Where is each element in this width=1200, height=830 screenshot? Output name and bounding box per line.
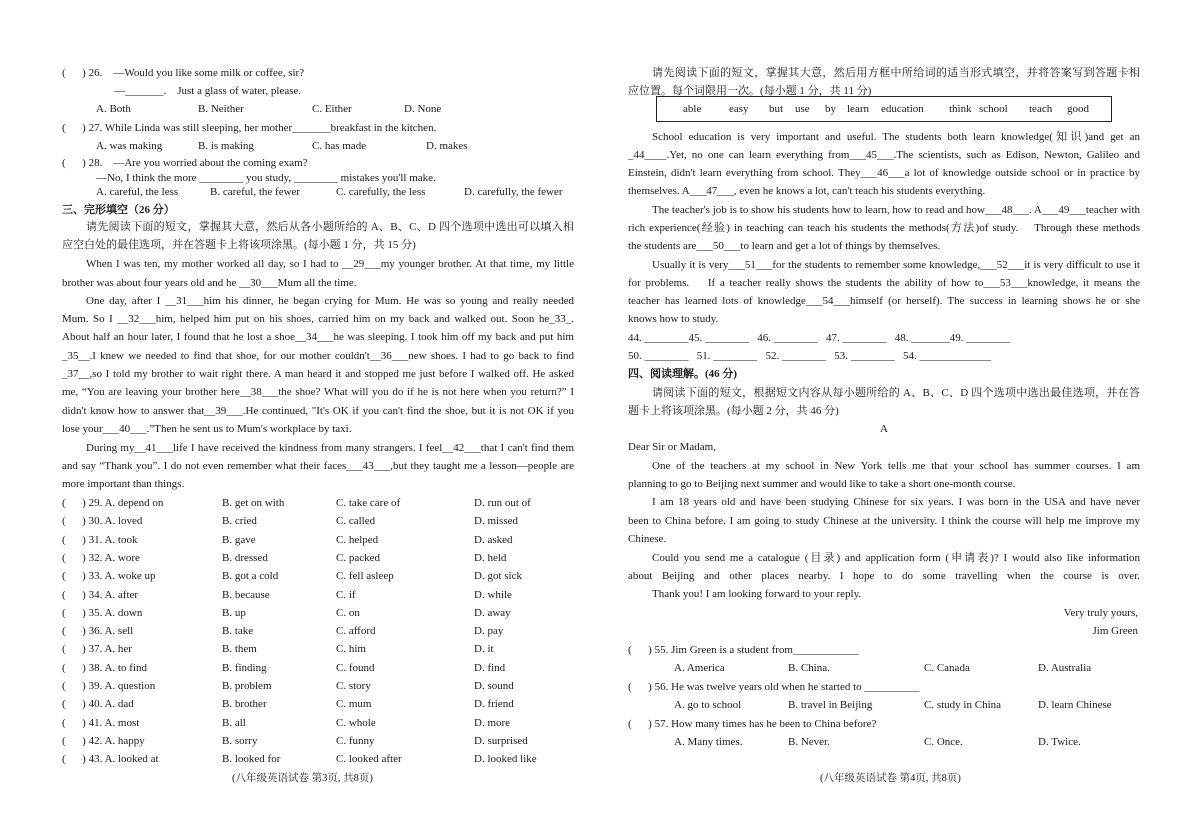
cloze-option-d: D. surprised <box>474 734 528 747</box>
word-box <box>656 96 1112 122</box>
reading-option-b: B. Never. <box>788 736 830 748</box>
cloze-question-option-a: ( ) 41. A. most <box>62 716 140 729</box>
q26-option-b: B. Neither <box>198 103 244 115</box>
cloze-question-option-a: ( ) 36. A. sell <box>62 625 134 638</box>
right-page <box>628 0 1148 830</box>
passage-line-9: for problems. If a teacher really shows the students the ability of how to___53___knowledge, it means the <box>628 277 1140 289</box>
cloze-option-b: B. got a cold <box>222 570 279 583</box>
word-box-word: teach <box>1029 103 1053 115</box>
cloze-question-option-a: ( ) 38. A. to find <box>62 661 147 674</box>
answer-row-2: 50. ________ 51. ________ 52. ________ 53. ________ 54. _____________ <box>628 350 991 362</box>
cloze-option-b: B. dressed <box>222 551 268 564</box>
q26-stem: ( ) 26. —Would you like some milk or coffee, sir? <box>62 67 305 79</box>
reading-option-b: B. China. <box>788 662 830 674</box>
letter-closing: Very truly yours, <box>1063 607 1138 619</box>
cloze-option-b: B. brother <box>222 698 267 711</box>
cloze-option-b: B. take <box>222 625 254 638</box>
cloze-option-c: C. him <box>336 643 366 656</box>
cloze-option-c: C. afford <box>336 625 376 638</box>
section4-instruction-2: 题卡上将该项涂黑。(每小题 2 分，共 46 分) <box>628 405 839 417</box>
cloze-line-4: Mum. So I __32___him, helped him put on his shoes, carried him on my back and walked out. Soon he_33_. <box>62 313 574 325</box>
letter-line-2: planning to go to Beijing next summer and would like to take a short one-month course. <box>628 478 1016 490</box>
letter-line-8: Thank you! I am looking forward to your reply. <box>652 588 862 600</box>
cloze-question-option-a: ( ) 34. A. after <box>62 588 139 601</box>
cloze-option-b: B. finding <box>222 661 267 674</box>
answer-row-1: 44. ________45. ________ 46. ________ 47. ________ 48. _______49. ________ <box>628 332 1011 344</box>
left-page <box>62 0 582 830</box>
cloze-option-d: D. more <box>474 716 511 729</box>
cloze-option-c: C. looked after <box>336 753 402 766</box>
cloze-option-c: C. whole <box>336 716 376 729</box>
reading-option-d: D. Twice. <box>1038 736 1081 748</box>
q27-option-c: C. has made <box>312 140 367 152</box>
q28-stem: ( ) 28. —Are you worried about the coming exam? <box>62 157 308 169</box>
word-box-word: good <box>1067 103 1089 115</box>
passage-line-7: the students are___50___to learn and get a lot of things by themselves. <box>628 240 941 252</box>
q27-option-d: D. makes <box>426 140 468 152</box>
cloze-option-c: C. fell asleep <box>336 570 394 583</box>
letter-greeting: Dear Sir or Madam, <box>628 441 716 453</box>
word-box-word: easy <box>729 103 749 115</box>
passage-line-6: rich experience(经验) in teaching can teach his students the methods(方法)of study. Through these methods <box>628 222 1140 234</box>
cloze-option-d: D. missed <box>474 515 518 528</box>
cloze-option-b: B. them <box>222 643 257 656</box>
cloze-option-b: B. gave <box>222 533 256 546</box>
cloze-option-d: D. while <box>474 588 512 601</box>
cloze-option-b: B. because <box>222 588 270 601</box>
cloze-line-1: When I was ten, my mother worked all day, so I had to __29___my younger brother. At that time, my little <box>86 258 574 270</box>
section4-instruction-1: 请阅读下面的短文，根据短文内容从每小题所给的 A、B、C、D 四个选项中选出最佳选项，并在答 <box>652 387 1140 399</box>
cloze-option-c: C. take care of <box>336 497 401 509</box>
q26-reply: —_______. Just a glass of water, please. <box>114 85 302 97</box>
section3-instruction-2: 应空白处的最佳选项，并在答题卡上将该项涂黑。(每小题 1 分，共 15 分) <box>62 239 416 251</box>
cloze-line-6: _35__.I knew we needed to find that shoe, for our mother couldn't__36___new shoes. I had to go back to find <box>62 350 574 362</box>
cloze-option-b: B. all <box>222 716 246 729</box>
reading-option-c: C. Once. <box>924 736 963 748</box>
letter-line-7: about Beijing and other places nearby. I hope to do some travelling when the course is over. <box>628 570 1140 582</box>
word-box-word: school <box>979 103 1008 115</box>
cloze-option-b: B. problem <box>222 680 272 692</box>
letter-line-6: Could you send me a catalogue (目录) and application form (申请表)? I would also like information <box>652 552 1140 564</box>
reading-option-a: A. go to school <box>674 699 742 711</box>
reading-option-c: C. study in China <box>924 699 1002 711</box>
cloze-option-c: C. story <box>336 680 371 692</box>
cloze-option-b: B. get on with <box>222 497 285 509</box>
cloze-line-8: me, “You are leaving your brother here__38___the shoe? What will you do if he is not here when you return?” I <box>62 386 574 398</box>
letter-line-4: been to China before. I am going to study Chinese at the university. I think the course will help me improve my <box>628 515 1140 527</box>
word-box-word: use <box>795 103 810 115</box>
cloze-option-d: D. friend <box>474 698 514 711</box>
q28-option-a: A. careful, the less <box>96 186 179 198</box>
q28-option-c: C. carefully, the less <box>336 186 426 198</box>
cloze-line-12: and say “Thank you”. I do not even remember what their faces___43___,but they taught me a lesson—people are <box>62 460 574 472</box>
q27-stem: ( ) 27. While Linda was still sleeping, her mother_______breakfast in the kitchen. <box>62 122 437 134</box>
reading-option-a: A. Many times. <box>674 736 743 748</box>
word-box-word: education <box>881 103 924 115</box>
q26-option-c: C. Either <box>312 103 352 115</box>
letter-line-5: Chinese. <box>628 533 667 545</box>
cloze-option-c: C. helped <box>336 533 379 546</box>
reading-option-a: A. America <box>674 662 725 674</box>
cloze-line-11: During my__41___life I have received the kindness from many strangers. I feel__42___that I can't find them <box>86 442 574 454</box>
fill-instruction-2: 应位置。每个词限用一次。(每小题 1 分，共 11 分) <box>628 85 872 97</box>
letter-signature: Jim Green <box>1092 625 1138 637</box>
q26-option-a: A. Both <box>96 103 131 115</box>
reading-option-b: B. travel in Beijing <box>788 699 873 711</box>
passage-line-5: The teacher's job is to show his students how to learn, how to read and how___48___. A___49___teacher with <box>652 204 1140 216</box>
cloze-option-b: B. sorry <box>222 734 258 747</box>
q27-option-a: A. was making <box>96 140 163 152</box>
cloze-line-3: One day, after I __31___him his dinner, he began crying for Mum. He was so young and really needed <box>86 295 574 307</box>
word-box-word: able <box>683 103 702 115</box>
cloze-question-option-a: ( ) 32. A. wore <box>62 551 140 564</box>
word-box-word: but <box>769 103 784 115</box>
cloze-option-c: C. found <box>336 661 375 674</box>
page-footer-right: (八年级英语试卷 第4页, 共8页) <box>820 773 961 784</box>
cloze-option-c: C. if <box>336 588 356 601</box>
word-box-word: by <box>825 103 836 115</box>
reading-question-stem: ( ) 55. Jim Green is a student from____________ <box>628 644 859 656</box>
cloze-option-b: B. looked for <box>222 753 281 766</box>
passage-line-1: School education is very important and useful. The students both learn knowledge(知识)and get an <box>652 131 1140 143</box>
cloze-option-d: D. held <box>474 551 507 564</box>
cloze-line-2: brother was about four years old and he __30___Mum all the time. <box>62 277 357 289</box>
passage-line-8: Usually it is very___51___for the students to remember some knowledge,___52___it is very difficult to use it <box>652 259 1140 271</box>
cloze-question-option-a: ( ) 29. A. depend on <box>62 497 164 509</box>
cloze-option-c: C. on <box>336 606 360 619</box>
reading-option-d: D. Australia <box>1038 662 1092 674</box>
reading-option-d: D. learn Chinese <box>1038 699 1112 711</box>
cloze-question-option-a: ( ) 30. A. loved <box>62 515 143 528</box>
cloze-question-option-a: ( ) 42. A. happy <box>62 734 145 747</box>
passage-line-3: Einstein, didn't learn everything from school. They___46___a lot of knowledge outside school or in practice by <box>628 167 1140 179</box>
cloze-option-d: D. it <box>474 643 494 656</box>
cloze-option-c: C. funny <box>336 734 375 747</box>
cloze-option-c: C. packed <box>336 551 380 564</box>
cloze-option-b: B. cried <box>222 515 257 528</box>
cloze-question-option-a: ( ) 31. A. took <box>62 533 138 546</box>
passage-line-2: _44____.Yet, no one can learn everything from___45___.The scientists, such as Edison, Newton, Galileo and <box>628 149 1140 161</box>
word-box-word: think <box>949 103 972 115</box>
letter-line-3: I am 18 years old and have been studying Chinese for six years. I was born in the USA and have never <box>652 496 1140 508</box>
cloze-question-option-a: ( ) 39. A. question <box>62 680 156 692</box>
word-box-word: learn <box>847 103 869 115</box>
cloze-option-d: D. away <box>474 606 511 619</box>
reading-question-stem: ( ) 56. He was twelve years old when he started to __________ <box>628 681 920 693</box>
cloze-line-5: About half an hour later, I found that he lost a shoe__34___he was sleeping. I took him off my back and put him <box>62 331 574 343</box>
cloze-option-d: D. pay <box>474 625 504 638</box>
section3-title: 三、完形填空（26 分） <box>62 204 175 216</box>
section4-title: 四、阅读理解。(46 分) <box>628 368 738 380</box>
passage-line-10: teacher has learned lots of knowledge___54___himself (or herself). The success in learning shows he or she <box>628 295 1140 307</box>
letter-line-1: One of the teachers at my school in New York tells me that your school has summer courses. I am <box>652 460 1140 472</box>
cloze-question-option-a: ( ) 37. A. her <box>62 643 132 656</box>
passage-label: A <box>880 423 888 435</box>
cloze-option-c: C. called <box>336 515 376 528</box>
passage-line-11: knows how to study. <box>628 313 719 325</box>
cloze-question-option-a: ( ) 33. A. woke up <box>62 570 156 583</box>
q28-reply: —No, I think the more ________ you study, ________ mistakes you'll make. <box>96 172 436 184</box>
section3-instruction-1: 请先阅读下面的短文，掌握其大意，然后从各小题所给的 A、B、C、D 四个选项中选出可以填入相 <box>86 221 574 233</box>
cloze-question-option-a: ( ) 40. A. dad <box>62 698 134 711</box>
cloze-line-10: lose your___40___.”Then he sent us to Mum's workplace by taxi. <box>62 423 352 435</box>
passage-line-4: themselves. A___47___, even he knows a lot, can't teach his students everything. <box>628 185 986 197</box>
reading-option-c: C. Canada <box>924 662 970 674</box>
cloze-option-b: B. up <box>222 606 246 619</box>
q28-option-b: B. careful, the fewer <box>210 186 301 198</box>
cloze-line-7: _37__,so I told my brother to wait right there. A man heard it and stopped me just before I walked off. He asked <box>62 368 574 380</box>
q28-option-d: D. carefully, the fewer <box>464 186 563 198</box>
cloze-line-13: more important than things. <box>62 478 185 490</box>
cloze-option-d: D. looked like <box>474 753 537 766</box>
cloze-option-d: D. got sick <box>474 570 522 583</box>
reading-question-stem: ( ) 57. How many times has he been to China before? <box>628 718 877 730</box>
cloze-question-option-a: ( ) 35. A. down <box>62 606 143 619</box>
cloze-option-d: D. find <box>474 661 506 674</box>
q27-option-b: B. is making <box>198 140 254 152</box>
cloze-option-d: D. asked <box>474 533 513 546</box>
cloze-option-c: C. mum <box>336 698 372 711</box>
cloze-option-d: D. run out of <box>474 497 531 509</box>
fill-instruction-1: 请先阅读下面的短文，掌握其大意，然后用方框中所给词的适当形式填空，并将答案写到答题卡相 <box>652 67 1140 79</box>
page-footer-left: (八年级英语试卷 第3页, 共8页) <box>232 773 373 784</box>
cloze-line-9: didn't know how to answer that__39___.He continued, "It's OK if you can't find the shoe, but it is not OK if you <box>62 405 574 417</box>
cloze-question-option-a: ( ) 43. A. looked at <box>62 753 159 766</box>
cloze-option-d: D. sound <box>474 680 514 692</box>
q26-option-d: D. None <box>404 103 442 115</box>
